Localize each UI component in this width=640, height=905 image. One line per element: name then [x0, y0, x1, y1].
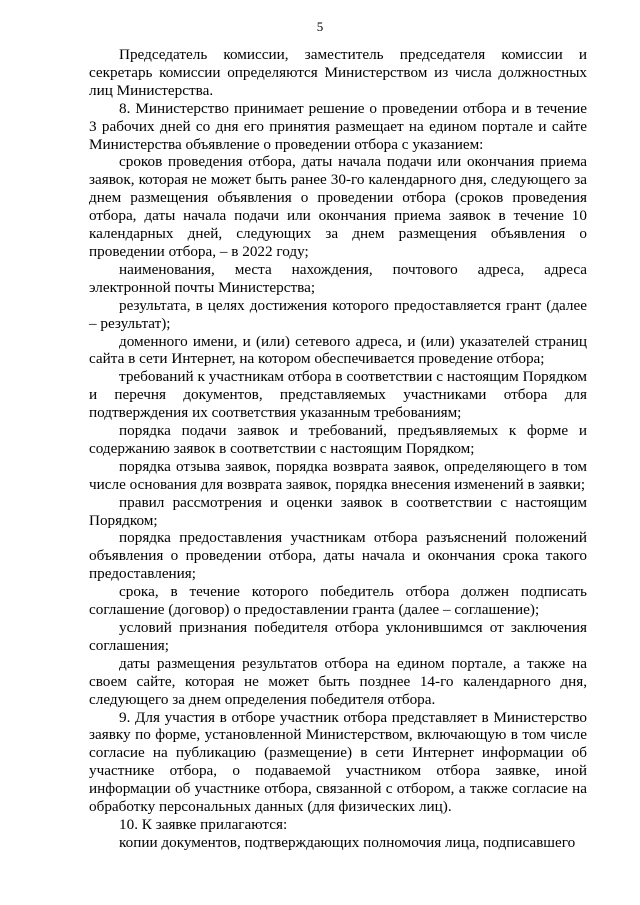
paragraph: даты размещения результатов отбора на едином портале, а также на своем сайте, которая не может быть позднее 14-го календарного дня, следующего за днем определения победителя отбора. — [89, 654, 587, 708]
paragraph: порядка предоставления участникам отбора разъяснений положений объявления о проведении отбора, даты начала и окончания срока такого предоставления; — [89, 529, 587, 583]
paragraph: 8. Министерство принимает решение о проведении отбора и в течение 3 рабочих дней со дня его принятия размещает на едином портале и сайте Министерства объявление о проведении отбора с указанием: — [89, 99, 587, 153]
paragraph: сроков проведения отбора, даты начала подачи или окончания приема заявок, которая не может быть ранее 30-го календарного дня, следующего за днем размещения объявления о проведении отбора (сроков проведения отбора, даты начала подачи или окончания приема заявок в течение 10 календарных дней, следующих за днем размещения объявления о проведении отбора, – в 2022 году; — [89, 153, 587, 260]
paragraph: результата, в целях достижения которого предоставляется грант (далее – результат); — [89, 296, 587, 332]
paragraph: наименования, места нахождения, почтового адреса, адреса электронной почты Министерства; — [89, 260, 587, 296]
document-body — [89, 46, 587, 852]
paragraph: порядка подачи заявок и требований, предъявляемых к форме и содержанию заявок в соответствии с настоящим Порядком; — [89, 422, 587, 457]
paragraph: доменного имени, и (или) сетевого адреса, и (или) указателей страниц сайта в сети Интернет, на котором обеспечивается проведение отбора; — [89, 332, 587, 368]
paragraph: срока, в течение которого победитель отбора должен подписать соглашение (договор) о предоставлении гранта (далее – соглашение); — [89, 583, 587, 619]
paragraph: Председатель комиссии, заместитель председателя комиссии и секретарь комиссии определяются Министерством из числа должностных лиц Министерства. — [89, 46, 587, 99]
paragraph: порядка отзыва заявок, порядка возврата заявок, определяющего в том числе основания для возврата заявок, порядка внесения изменений в заявки; — [89, 457, 587, 493]
page-number: 5 — [316, 19, 324, 34]
paragraph: 10. К заявке прилагаются: — [119, 815, 288, 833]
paragraph: требований к участникам отбора в соответствии с настоящим Порядком и перечня документов, представляемых участниками отбора для подтверждения их соответствия указанным требованиям; — [89, 368, 587, 422]
paragraph: копии документов, подтверждающих полномочия лица, подписавшего — [119, 833, 576, 851]
paragraph: правил рассмотрения и оценки заявок в соответствии с настоящим Порядком; — [89, 493, 587, 529]
paragraph: 9. Для участия в отборе участник отбора представляет в Министерство заявку по форме, установленной Министерством, включающую в том числе согласие на публикацию (размещение) в сети Интернет информации об участнике отбора, о подаваемой участником отбора заявке, иной информации об участнике отбора, связанной с отбором, а также согласие на обработку персональных данных (для физических лиц). — [89, 708, 587, 816]
paragraph: условий признания победителя отбора уклонившимся от заключения соглашения; — [89, 619, 587, 654]
